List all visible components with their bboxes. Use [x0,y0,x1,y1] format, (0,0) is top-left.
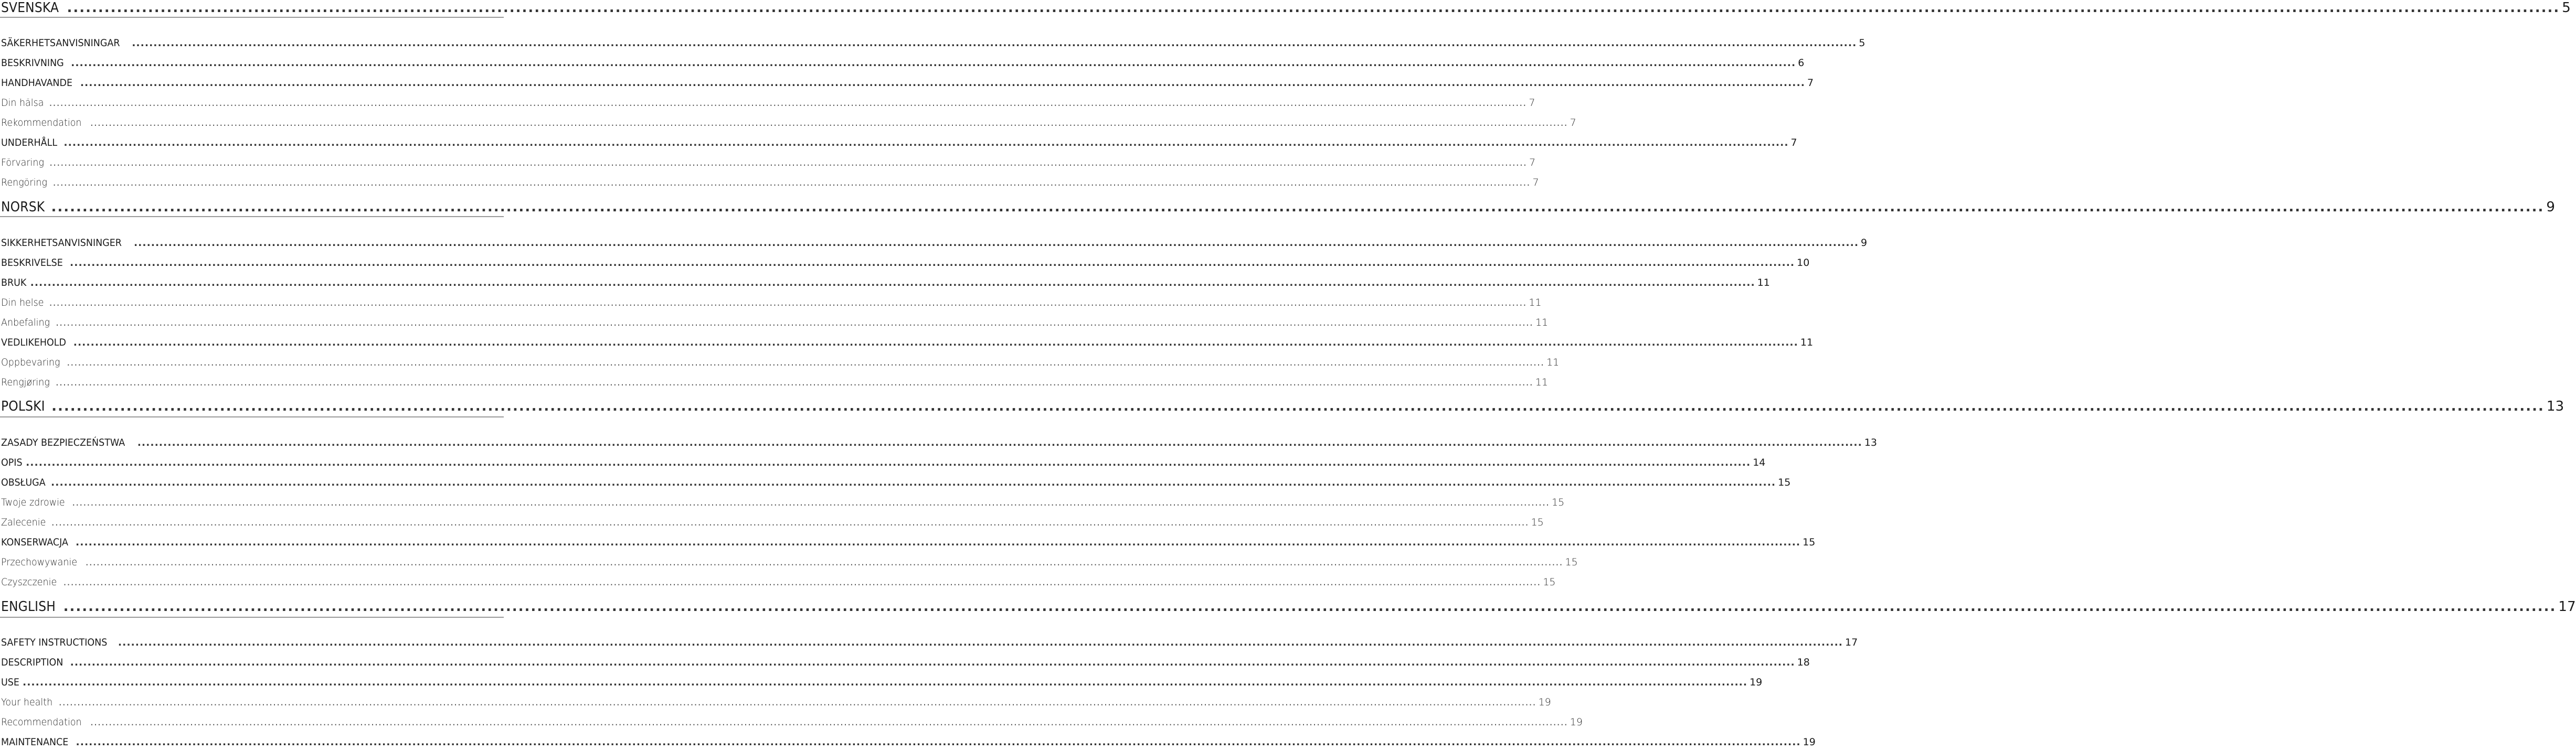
toc-page-number: 7 [1532,177,1539,188]
toc-language-heading[interactable] [1,199,2556,215]
toc-page-number: 19 [1750,677,1763,688]
dot-leader: ................................................................................................................................................................................................................................................................................................................................................................................................................ [70,657,1795,668]
toc-entry-label: Your health [1,696,53,708]
section-divider [0,216,504,217]
toc-section-entry[interactable] [1,677,1763,688]
toc-section-entry[interactable] [1,277,1770,288]
toc-section-entry[interactable] [1,77,1814,89]
toc-entry-label: Din hälsa [1,97,44,109]
toc-section-entry[interactable] [1,37,1865,49]
dot-leader: ................................................................................................................................................................................................................................................................................................................................................................................................................ [85,556,1563,568]
dot-leader: ................................................................................................................................................................................................................................................................................................................................................................................................................ [90,716,1568,728]
toc-entry-label: BRUK [1,277,27,288]
section-divider [0,17,504,18]
toc-page-number: 7 [1570,117,1576,128]
toc-entry-label: USE [1,677,19,688]
toc-entry-label: HANDHAVANDE [1,77,73,89]
dot-leader: ................................................................................................................................................................................................................................................................................................................................................................................................................ [72,497,1550,508]
dot-leader: ................................................................................................................................................................................................................................................................................................................................................................................................................ [22,677,1748,688]
dot-leader: ................................................................................................................................................................................................................................................................................................................................................................................................................ [118,637,1843,648]
toc-entry-label: UNDERHÅLL [1,137,58,148]
toc-entry-label: Förvaring [1,157,44,168]
toc-section-entry[interactable] [1,237,1868,249]
toc-page-number: 15 [1778,477,1791,488]
toc-page-number: 19 [1803,736,1816,748]
toc-subsection-entry[interactable] [1,157,1536,168]
toc-entry-label: SVENSKA [1,0,59,16]
toc-page-number: 14 [1753,457,1766,468]
toc-entry-label: Rengjøring [1,377,50,388]
toc-subsection-entry[interactable] [1,716,1583,728]
toc-language-heading[interactable] [1,599,2576,615]
dot-leader: ................................................................................................................................................................................................................................................................................................................................................................................................................ [76,537,1801,548]
dot-leader: ................................................................................................................................................................................................................................................................................................................................................................................................................ [49,297,1527,308]
toc-entry-label: NORSK [1,199,45,215]
dot-leader: ................................................................................................................................................................................................................................................................................................................................................................................................................ [63,576,1541,588]
toc-subsection-entry[interactable] [1,576,1556,588]
toc-subsection-entry[interactable] [1,177,1539,188]
toc-entry-label: SÄKERHETSANVISNINGAR [1,37,120,49]
section-divider [0,416,504,417]
dot-leader: ................................................................................................................................................................................................................................................................................................................................................................................................................ [55,377,1533,388]
dot-leader: ................................................................................................................................................................................................................................................................................................................................................................................................................ [26,457,1751,468]
toc-page-number: 13 [2546,399,2564,414]
toc-entry-label: ZASADY BEZPIECZEŃSTWA [1,437,125,448]
toc-page-number: 17 [1845,637,1858,648]
toc-entry-label: SAFETY INSTRUCTIONS [1,637,108,648]
toc-subsection-entry[interactable] [1,556,1578,568]
toc-entry-label: Zalecenie [1,517,46,528]
toc-entry-label: VEDLIKEHOLD [1,337,66,348]
dot-leader: ................................................................................................................................................................................................................................................................................................................................................................................................................ [73,337,1798,348]
toc-page-number: 15 [1543,576,1556,588]
toc-entry-label: MAINTENANCE [1,736,69,748]
toc-page-number: 7 [1790,137,1797,148]
toc-section-entry[interactable] [1,437,1877,448]
dot-leader: ................................................................................................................................................................................................................................................................................................................................................................................................................ [137,437,1862,448]
toc-page-number: 11 [1546,357,1560,368]
toc-entry-label: Anbefaling [1,317,50,328]
toc-page-number: 7 [1807,77,1814,89]
toc-entry-label: KONSERWACJA [1,537,68,548]
toc-entry-label: Czyszczenie [1,576,57,588]
toc-entry-label: Oppbevaring [1,357,60,368]
toc-page-number: 17 [2558,599,2576,615]
toc-subsection-entry[interactable] [1,317,1549,328]
toc-section-entry[interactable] [1,137,1797,148]
toc-page-number: 7 [1529,97,1535,109]
toc-section-entry[interactable] [1,477,1791,488]
toc-section-entry[interactable] [1,657,1810,668]
toc-entry-label: Twoje zdrowie [1,497,65,508]
dot-leader: ................................................................................................................................................................................................................................................................................................................................................................................................................ [56,317,1533,328]
toc-language-heading[interactable] [1,0,2571,16]
toc-subsection-entry[interactable] [1,117,1576,128]
toc-entry-label: OBSŁUGA [1,477,46,488]
toc-entry-label: ENGLISH [1,599,56,615]
toc-page-number: 13 [1864,437,1877,448]
dot-leader: ................................................................................................................................................................................................................................................................................................................................................................................................................ [90,117,1568,128]
dot-leader: ................................................................................................................................................................................................................................................................................................................................................................................................................ [58,696,1536,708]
dot-leader: ................................................................................................................................................................................................................................................................................................................................................................................................................ [132,37,1857,49]
toc-page-number: 11 [1529,297,1542,308]
toc-subsection-entry[interactable] [1,696,1551,708]
toc-page-number: 15 [1531,517,1544,528]
toc-page-number: 6 [1798,57,1805,69]
toc-entry-label: Przechowywanie [1,556,78,568]
toc-page-number: 15 [1803,537,1816,548]
toc-page-number: 11 [1757,277,1770,288]
dot-leader: ................................................................................................................................................................................................................................................................................................................................................................................................................ [49,97,1527,109]
toc-subsection-entry[interactable] [1,517,1544,528]
toc-section-entry[interactable] [1,337,1814,348]
dot-leader: ................................................................................................................................................................................................................................................................................................................................................................................................................ [51,477,1776,488]
toc-entry-label: SIKKERHETSANVISNINGER [1,237,122,249]
dot-leader: ................................................................................................................................................................................................................................................................................................................................................................................................................ [67,0,2560,16]
toc-page-number: 19 [1570,716,1583,728]
toc-page-number: 5 [1859,37,1865,49]
toc-page-number: 11 [1800,337,1814,348]
dot-leader: ................................................................................................................................................................................................................................................................................................................................................................................................................ [63,137,1789,148]
toc-page-number: 11 [1535,317,1549,328]
toc-entry-label: BESKRIVELSE [1,257,63,269]
toc-page-number: 11 [1535,377,1548,388]
toc-page-number: 5 [2562,0,2571,16]
toc-entry-label: BESKRIVNING [1,57,64,69]
dot-leader: ................................................................................................................................................................................................................................................................................................................................................................................................................ [80,77,1805,89]
dot-leader: ................................................................................................................................................................................................................................................................................................................................................................................................................ [76,736,1801,748]
toc-section-entry[interactable] [1,257,1810,269]
dot-leader: ................................................................................................................................................................................................................................................................................................................................................................................................................ [30,277,1755,288]
toc-page-number: 10 [1797,257,1810,269]
dot-leader: ................................................................................................................................................................................................................................................................................................................................................................................................................ [49,157,1527,168]
dot-leader: ................................................................................................................................................................................................................................................................................................................................................................................................................ [71,57,1796,69]
dot-leader: ................................................................................................................................................................................................................................................................................................................................................................................................................ [52,177,1531,188]
toc-page-number: 19 [1538,696,1551,708]
dot-leader: ................................................................................................................................................................................................................................................................................................................................................................................................................ [67,357,1545,368]
dot-leader: ................................................................................................................................................................................................................................................................................................................................................................................................................ [133,237,1859,249]
toc-section-entry[interactable] [1,457,1766,468]
toc-entry-label: DESCRIPTION [1,657,63,668]
toc-page-number: 7 [1529,157,1536,168]
toc-language-heading[interactable] [1,399,2564,414]
toc-entry-label: Rekommendation [1,117,82,128]
toc-entry-label: Din helse [1,297,44,308]
toc-section-entry[interactable] [1,537,1816,548]
toc-page-number: 15 [1565,556,1578,568]
dot-leader: ................................................................................................................................................................................................................................................................................................................................................................................................................ [51,517,1529,528]
toc-page-number: 15 [1552,497,1565,508]
toc-page-number: 9 [2546,199,2556,215]
toc-subsection-entry[interactable] [1,377,1548,388]
toc-subsection-entry[interactable] [1,97,1535,109]
toc-entry-label: Recommendation [1,716,82,728]
toc-section-entry[interactable] [1,637,1858,648]
section-divider [0,617,504,618]
toc-entry-label: POLSKI [1,399,45,414]
toc-entry-label: Rengöring [1,177,47,188]
dot-leader: ................................................................................................................................................................................................................................................................................................................................................................................................................ [63,599,2557,615]
toc-page-number: 9 [1861,237,1868,249]
dot-leader: ................................................................................................................................................................................................................................................................................................................................................................................................................ [70,257,1795,269]
toc-section-entry[interactable] [1,57,1805,69]
dot-leader: ................................................................................................................................................................................................................................................................................................................................................................................................................ [51,199,2545,215]
toc-section-entry[interactable] [1,736,1816,748]
toc-subsection-entry[interactable] [1,357,1560,368]
dot-leader: ................................................................................................................................................................................................................................................................................................................................................................................................................ [51,399,2545,414]
toc-subsection-entry[interactable] [1,497,1565,508]
toc-subsection-entry[interactable] [1,297,1542,308]
toc-page-number: 18 [1797,657,1810,668]
toc-entry-label: OPIS [1,457,23,468]
